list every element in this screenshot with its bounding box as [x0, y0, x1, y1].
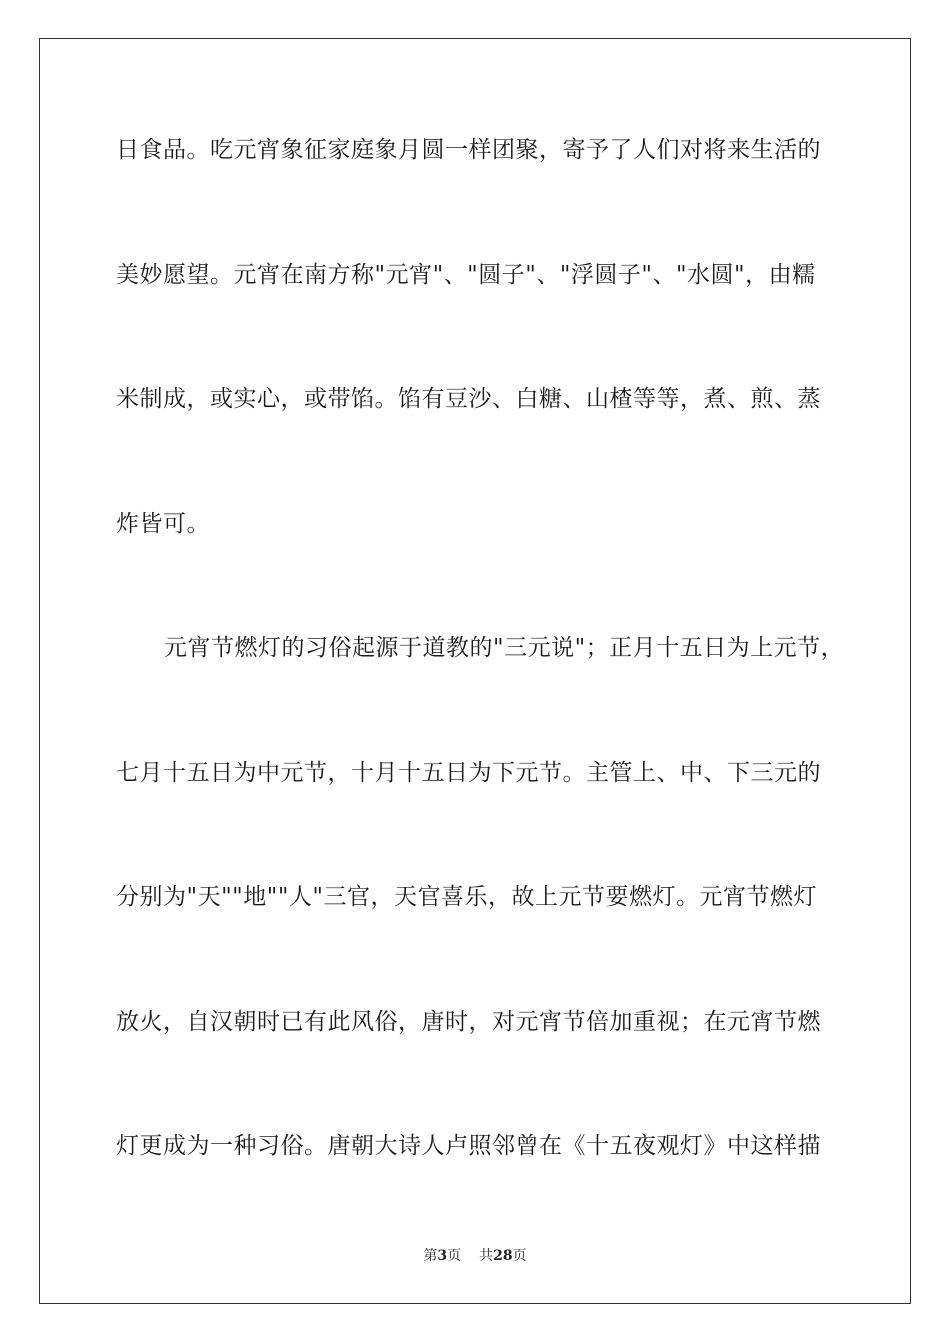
text-line-8: 放火，自汉朝时已有此风俗，唐时，对元宵节倍加重视；在元宵节燃 — [116, 1009, 821, 1035]
page-footer — [0, 1247, 950, 1265]
page-number: 3 — [437, 1248, 448, 1264]
page-suffix: 页 — [447, 1248, 462, 1264]
total-suffix: 页 — [512, 1248, 527, 1264]
text-line-9: 灯更成为一种习俗。唐朝大诗人卢照邻曾在《十五夜观灯》中这样描 — [116, 1133, 821, 1159]
text-line-4: 炸皆可。 — [116, 511, 210, 537]
page-border — [39, 38, 911, 1304]
text-line-1: 日食品。吃元宵象征家庭象月圆一样团聚，寄予了人们对将来生活的 — [116, 137, 821, 163]
text-line-7: 分别为"天""地""人"三官，天官喜乐，故上元节要燃灯。元宵节燃灯 — [116, 884, 817, 910]
text-line-3: 米制成，或实心，或带馅。馅有豆沙、白糖、山楂等等，煮、煎、蒸 — [116, 386, 821, 412]
text-line-5: 元宵节燃灯的习俗起源于道教的"三元说"；正月十五日为上元节， — [164, 635, 845, 661]
total-prefix: 共 — [479, 1248, 494, 1264]
total-pages: 28 — [493, 1248, 513, 1264]
text-line-6: 七月十五日为中元节，十月十五日为下元节。主管上、中、下三元的 — [116, 760, 821, 786]
page-prefix: 第 — [423, 1248, 438, 1264]
text-line-2: 美妙愿望。元宵在南方称"元宵"、"圆子"、"浮圆子"、"水圆"，由糯 — [116, 262, 816, 288]
